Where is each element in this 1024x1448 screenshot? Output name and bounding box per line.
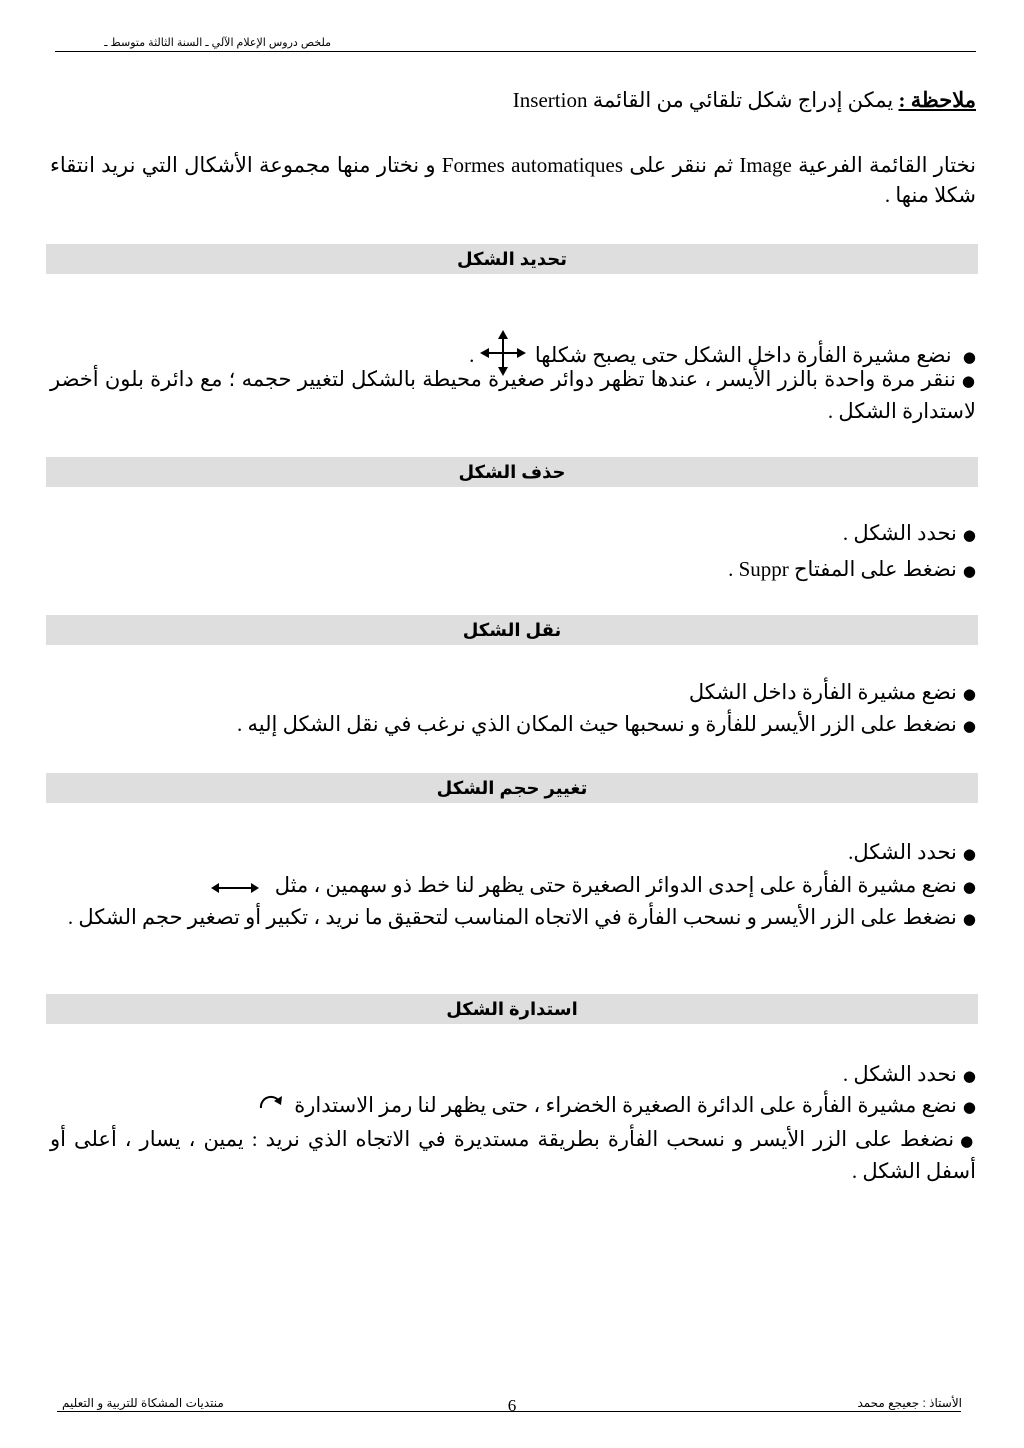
page-number: 6: [507, 1396, 517, 1415]
note-text: يمكن إدراج شكل تلقائي من القائمة Insertion: [512, 88, 899, 112]
list-item: [50, 837, 976, 869]
bullet: ●: [962, 685, 976, 703]
item-tail: .: [469, 342, 475, 367]
section-title-select: تحديد الشكل: [46, 244, 978, 274]
list-item: [50, 677, 976, 709]
list-item: [50, 1090, 976, 1122]
page-header: ملخص دروس الإعلام الآلي ـ السنة الثالثة متوسط ـ: [104, 37, 331, 49]
bullet: ●: [960, 1132, 976, 1150]
item-text: نضغط على الزر الأيسر للفأرة و نسحبها حيث المكان الذي نرغب في نقل الشكل إليه .: [236, 712, 957, 736]
item-text: نحدد الشكل .: [842, 1062, 957, 1086]
list-item: [50, 870, 976, 902]
bullet: ●: [962, 1067, 976, 1085]
list-item: [50, 1059, 976, 1091]
list-item: [50, 364, 976, 426]
section-title-delete: حذف الشكل: [46, 457, 978, 487]
header-divider: [55, 51, 976, 52]
list-item: [50, 518, 976, 550]
item-text: نضغط على المفتاح Suppr .: [728, 557, 957, 581]
section-title-resize: تغيير حجم الشكل: [46, 773, 978, 803]
item-text: نضع مشيرة الفأرة داخل الشكل حتى يصبح شكلها: [534, 342, 952, 367]
item-text: نضغط على الزر الأيسر و نسحب الفأرة في الاتجاه المناسب لتحقيق ما نريد ، تكبير أو تصغير حجم الشكل .: [67, 905, 957, 929]
bullet: ●: [962, 878, 976, 896]
note-line: [50, 85, 976, 115]
bullet: ●: [961, 372, 976, 390]
bullet: ●: [962, 717, 976, 735]
item-text: نحدد الشكل .: [842, 521, 957, 545]
note-label: ملاحظة :: [898, 88, 976, 112]
note-paragraph: نختار القائمة الفرعية Image ثم ننقر على Formes automatiques و نختار منها مجموعة الأشكال التي نريد انتقاء شكلا منها .: [50, 153, 976, 207]
bullet: ●: [962, 526, 976, 544]
item-text: نضغط على الزر الأيسر و نسحب الفأرة بطريقة مستديرة في الاتجاه الذي نريد : يمين ، يسار ، أعلى أو أسفل الشكل .: [50, 1127, 976, 1183]
bullet: ●: [962, 562, 976, 580]
double-arrow-icon: [211, 872, 259, 902]
bullet: ●: [962, 910, 976, 928]
item-text: ننقر مرة واحدة بالزر الأيسر ، عندها تظهر دوائر صغيرة محيطة بالشكل لتغيير حجمه ؛ مع دائرة بلون أخضر لاستدارة الشكل .: [50, 367, 976, 423]
bullet: ●: [962, 845, 976, 863]
item-text: نضع مشيرة الفأرة على الدائرة الصغيرة الخضراء ، حتى يظهر لنا رمز الاستدارة: [294, 1093, 957, 1117]
footer-left: منتديات المشكاة للتربية و التعليم: [62, 1396, 224, 1410]
list-item: [50, 902, 976, 934]
bullet: ●: [962, 1098, 976, 1116]
section-title-rotate: استدارة الشكل: [46, 994, 978, 1024]
footer-author: الأستاذ : جعيجع محمد: [857, 1396, 962, 1410]
list-item: [50, 1124, 976, 1186]
item-text: نضع مشيرة الفأرة على إحدى الدوائر الصغيرة حتى يظهر لنا خط ذو سهمين ، مثل: [274, 873, 957, 897]
section-title-move: نقل الشكل: [46, 615, 978, 645]
list-item: [50, 554, 976, 586]
rotate-icon: [257, 1092, 285, 1122]
item-text: نحدد الشكل.: [848, 840, 957, 864]
footer-divider: [57, 1411, 961, 1412]
bullet: ●: [962, 347, 976, 366]
list-item: [50, 709, 976, 741]
item-text: نضع مشيرة الفأرة داخل الشكل: [688, 680, 957, 704]
